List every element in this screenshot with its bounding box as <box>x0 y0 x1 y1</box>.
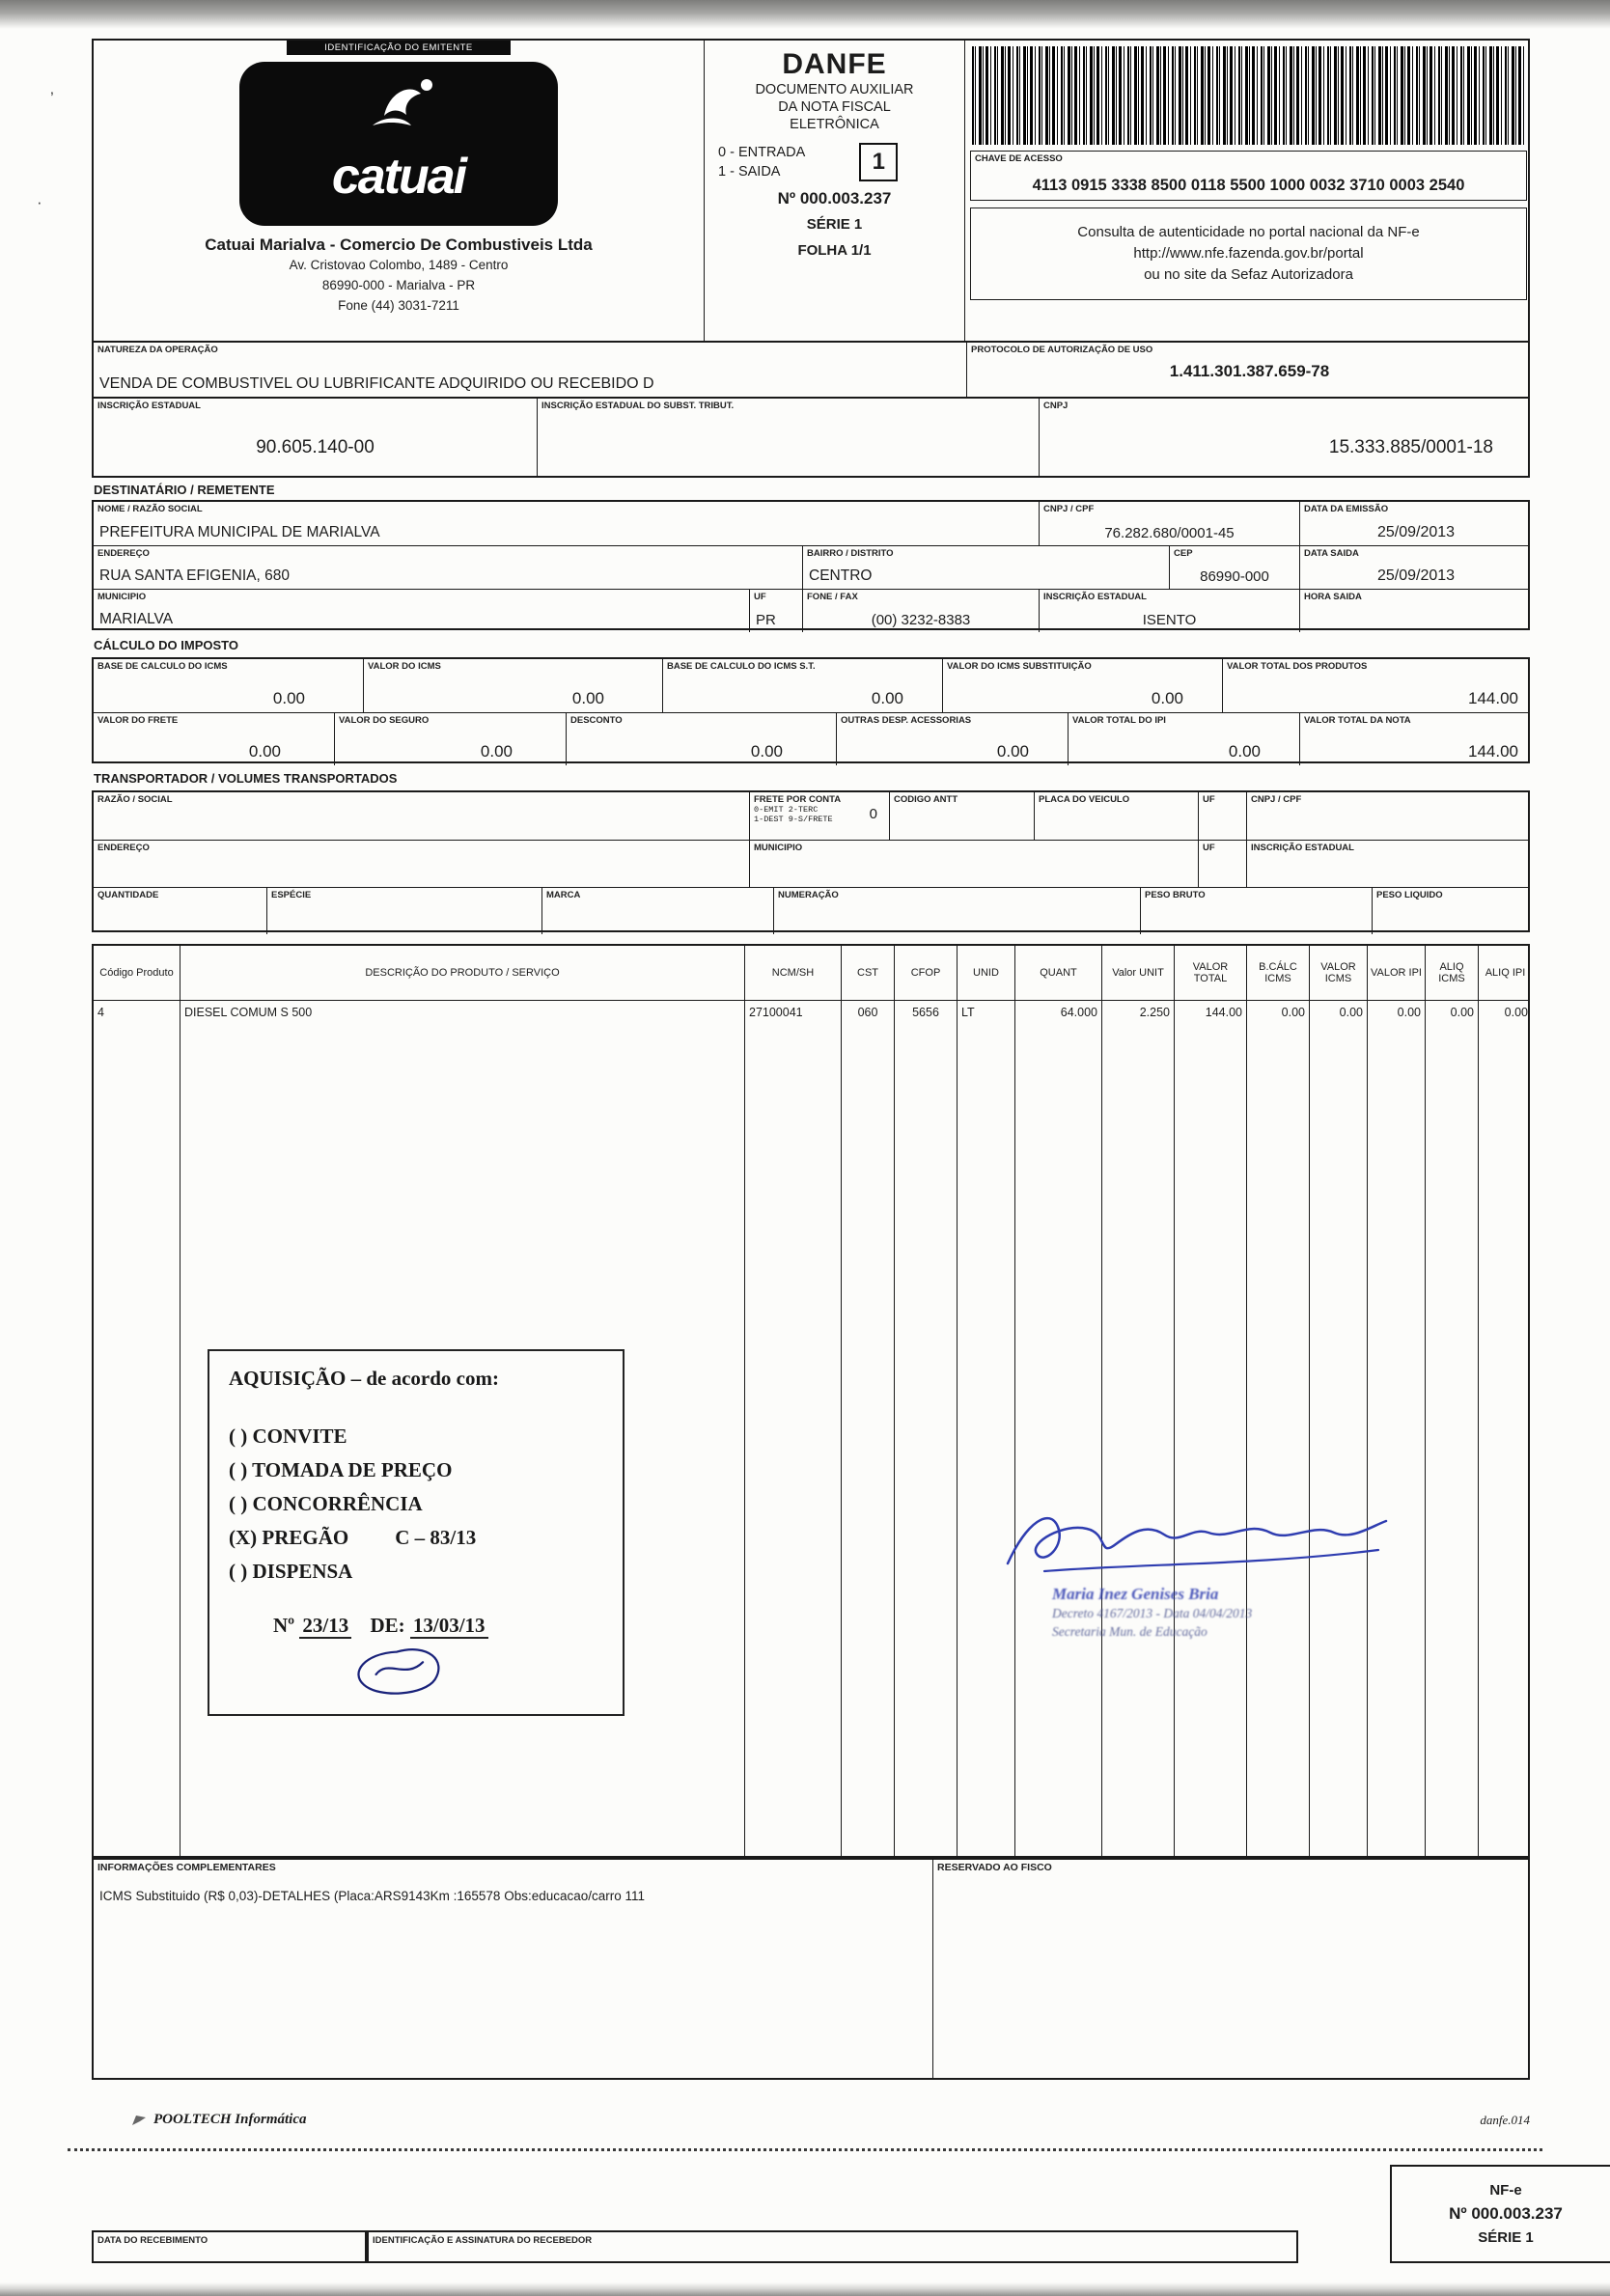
field-label: PLACA DO VEICULO <box>1039 794 1130 805</box>
product-cell: 5656 <box>895 1001 958 1858</box>
stamp-option-selected: (X) PREGÃO C – 83/13 <box>229 1526 477 1549</box>
field-label: NUMERAÇÃO <box>778 890 839 900</box>
field-value: 0.00 <box>996 742 1029 761</box>
field-value: 0 <box>869 806 877 822</box>
field-value: RUA SANTA EFIGENIA, 680 <box>99 567 290 584</box>
nf-serie: SÉRIE 1 <box>806 216 863 233</box>
chave-acesso-box <box>965 41 1532 341</box>
danfe-subtitle: DA NOTA FISCAL <box>778 99 891 115</box>
field-value: 0.00 <box>248 742 281 761</box>
nf-folha: FOLHA 1/1 <box>797 242 872 259</box>
field-label: PESO BRUTO <box>1145 890 1206 900</box>
field-value: MARIALVA <box>99 611 174 627</box>
calculo-section <box>92 657 1530 763</box>
field-value: 0.00 <box>1151 689 1183 707</box>
field-value: 0.00 <box>272 689 305 707</box>
frete-por-conta-field <box>750 792 890 840</box>
emitente-phone: Fone (44) 3031-7211 <box>338 298 459 313</box>
field-label: MUNICIPIO <box>754 843 803 853</box>
emitente-name: Catuai Marialva - Comercio De Combustiveis Ltda <box>205 235 593 254</box>
field-value: 0.00 <box>1228 742 1261 761</box>
field-value: PR <box>756 612 776 628</box>
perforation-line <box>68 2148 1542 2151</box>
danfe-subtitle: DOCUMENTO AUXILIAR <box>755 82 914 97</box>
product-cell: 0.00 <box>1247 1001 1310 1858</box>
emitente-address: Av. Cristovao Colombo, 1489 - Centro <box>289 258 509 272</box>
field-label: OUTRAS DESP. ACESSORIAS <box>841 715 972 726</box>
stamp-initials-scribble <box>335 1640 603 1712</box>
field-label: BASE DE CALCULO DO ICMS S.T. <box>667 661 816 672</box>
product-cell: 0.00 <box>1368 1001 1426 1858</box>
field-value: 15.333.885/0001-18 <box>1328 437 1493 457</box>
signature-block <box>994 1494 1429 1641</box>
field-label: UF <box>1203 843 1215 853</box>
stamp-number-line: Nº 23/13 DE: 13/03/13 <box>229 1614 603 1638</box>
danfe-box <box>705 41 965 341</box>
transportador-ie-field <box>1247 841 1532 887</box>
footer-vendor-line <box>92 2112 1530 2128</box>
destinatario-endereco-field <box>94 546 803 589</box>
destinatario-section <box>92 500 1530 630</box>
field-value: 0.00 <box>871 689 903 707</box>
valor-total-ipi-field <box>1069 713 1300 765</box>
field-label: BAIRRO / DISTRITO <box>807 548 894 559</box>
peso-bruto-field <box>1141 888 1373 934</box>
col-header: QUANT <box>1015 946 1102 1000</box>
field-label: CNPJ / CPF <box>1043 504 1095 514</box>
field-label: VALOR DO ICMS SUBSTITUIÇÃO <box>947 661 1092 672</box>
entrada-saida-block <box>718 143 964 181</box>
field-label: PROTOCOLO DE AUTORIZAÇÃO DE USO <box>971 345 1153 355</box>
field-value: VENDA DE COMBUSTIVEL OU LUBRIFICANTE ADQUIRIDO OU RECEBIDO D <box>99 375 654 392</box>
aquisicao-stamp <box>208 1349 625 1716</box>
valor-total-produtos-field <box>1223 659 1532 712</box>
tipo-nf-box: 1 <box>859 143 898 181</box>
nfe-serie: SÉRIE 1 <box>1478 2229 1534 2246</box>
field-label: INSCRIÇÃO ESTADUAL <box>97 401 201 411</box>
field-value: 86990-000 <box>1200 568 1269 585</box>
nf-number: Nº 000.003.237 <box>777 189 892 207</box>
uf-field <box>750 590 803 632</box>
fone-fax-field <box>803 590 1040 632</box>
field-value: 90.605.140-00 <box>256 437 375 457</box>
col-header: ALIQ ICMS <box>1426 946 1479 1000</box>
field-label: ESPÉCIE <box>271 890 312 900</box>
col-header: Valor UNIT <box>1102 946 1175 1000</box>
field-value: 25/09/2013 <box>1376 567 1456 584</box>
field-label: PESO LIQUIDO <box>1376 890 1443 900</box>
col-header: CFOP <box>895 946 958 1000</box>
marca-field <box>542 888 774 934</box>
danfe-title: DANFE <box>782 48 887 80</box>
transportador-endereco-field <box>94 841 750 887</box>
field-value: 0.00 <box>571 689 604 707</box>
field-label: INSCRIÇÃO ESTADUAL <box>1043 592 1147 602</box>
field-value: CENTRO <box>809 567 873 584</box>
field-label: RAZÃO / SOCIAL <box>97 794 173 805</box>
product-cell: 0.00 <box>1310 1001 1368 1858</box>
base-calc-icms-st-field <box>663 659 943 712</box>
data-saida-field <box>1300 546 1532 589</box>
assinatura-recebedor-field <box>367 2230 1298 2263</box>
field-value: 144.00 <box>1468 689 1518 707</box>
valor-frete-field <box>94 713 335 765</box>
signer-department: Secretaria Mun. de Educação <box>1052 1624 1208 1639</box>
stamp-option: ( ) CONVITE <box>229 1425 347 1448</box>
col-header: VALOR TOTAL <box>1175 946 1247 1000</box>
field-label: MUNICIPIO <box>97 592 147 602</box>
cep-field <box>1170 546 1300 589</box>
vendor-credit <box>130 2112 306 2128</box>
field-value: PREFEITURA MUNICIPAL DE MARIALVA <box>99 524 380 540</box>
product-cell: 0.00 <box>1426 1001 1479 1858</box>
product-cell: 2.250 <box>1102 1001 1175 1858</box>
product-cell: 64.000 <box>1015 1001 1102 1858</box>
field-label: ENDEREÇO <box>97 843 150 853</box>
frete-legend: 0-EMIT 2-TERC 1-DEST 9-S/FRETE <box>754 805 833 824</box>
valor-total-nota-field <box>1300 713 1532 765</box>
informacoes-complementares-field <box>94 1860 933 2078</box>
product-cell: 0.00 <box>1504 1006 1528 1019</box>
field-label: NOME / RAZÃO SOCIAL <box>97 504 203 514</box>
danfe-subtitle: ELETRÔNICA <box>790 117 879 132</box>
field-label: NATUREZA DA OPERAÇÃO <box>97 345 218 355</box>
field-value: 76.282.680/0001-45 <box>1104 525 1235 541</box>
field-label: ENDEREÇO <box>97 548 150 559</box>
col-header: VALOR IPI <box>1368 946 1426 1000</box>
inscricao-subst-field <box>538 399 1040 476</box>
field-label: UF <box>1203 794 1215 805</box>
stamp-option: ( ) DISPENSA <box>229 1560 353 1583</box>
nfe-title: NF-e <box>1489 2182 1522 2199</box>
header-section <box>92 39 1530 343</box>
desconto-field <box>567 713 837 765</box>
chave-acesso-value: 4113 0915 3338 8500 0118 5500 1000 0032 3710 0003 2540 <box>1032 177 1465 194</box>
field-label: HORA SAIDA <box>1304 592 1362 602</box>
destinatario-cnpj-field <box>1040 502 1300 545</box>
valor-icms-field <box>364 659 663 712</box>
placa-veiculo-field <box>1035 792 1199 840</box>
emitente-city: 86990-000 - Marialva - PR <box>321 278 476 292</box>
col-header: UNID <box>958 946 1015 1000</box>
col-header: ALIQ IPI <box>1485 966 1526 979</box>
catuai-logo-text: catuai <box>331 149 466 205</box>
doc-reference: danfe.014 <box>1480 2113 1530 2127</box>
peso-liquido-field <box>1373 888 1532 934</box>
stamp-option: ( ) CONCORRÊNCIA <box>229 1492 423 1515</box>
field-label: VALOR DO FRETE <box>97 715 179 726</box>
signature-text <box>1052 1585 1429 1641</box>
consulta-autenticidade <box>970 207 1527 300</box>
field-label: INSCRIÇÃO ESTADUAL DO SUBST. TRIBUT. <box>541 401 735 411</box>
field-value: 144.00 <box>1468 742 1518 761</box>
product-cell: 144.00 <box>1175 1001 1247 1858</box>
scan-edge-bottom <box>0 2282 1610 2296</box>
numeracao-field <box>774 888 1141 934</box>
field-label: CHAVE DE ACESSO <box>975 153 1063 164</box>
saida-label: 1 - SAIDA <box>718 164 781 180</box>
transportador-uf-field <box>1199 792 1247 840</box>
transportador-section-title: TRANSPORTADOR / VOLUMES TRANSPORTADOS <box>94 771 398 786</box>
field-value: 0.00 <box>750 742 783 761</box>
emitente-section-label: IDENTIFICAÇÃO DO EMITENTE <box>287 41 511 55</box>
codigo-antt-field <box>890 792 1035 840</box>
outras-despesas-field <box>837 713 1069 765</box>
product-cell: 4 <box>94 1001 180 1858</box>
barcode <box>972 46 1525 145</box>
vendor-name: POOLTECH Informática <box>153 2112 307 2127</box>
field-label: DATA DO RECEBIMENTO <box>97 2235 208 2246</box>
field-label: CNPJ / CPF <box>1251 794 1302 805</box>
scan-artifact: ’ <box>50 89 54 107</box>
transportador-cnpj-field <box>1247 792 1532 840</box>
field-label: VALOR DO SEGURO <box>339 715 430 726</box>
transportador-section <box>92 790 1530 932</box>
products-table-header <box>94 946 1528 1001</box>
municipio-field <box>94 590 750 632</box>
col-header: CST <box>842 946 895 1000</box>
field-label: VALOR TOTAL DA NOTA <box>1304 715 1411 726</box>
bairro-field <box>803 546 1170 589</box>
col-header: B.CÁLC ICMS <box>1247 946 1310 1000</box>
nfe-summary-box <box>1390 2165 1610 2263</box>
transportador-uf2-field <box>1199 841 1247 887</box>
consulta-line: Consulta de autenticidade no portal nacional da NF-e <box>1077 224 1420 240</box>
field-label: CEP <box>1174 548 1193 559</box>
destinatario-nome-field <box>94 502 1040 545</box>
col-header: VALOR ICMS <box>1310 946 1368 1000</box>
product-cell: LT <box>958 1001 1015 1858</box>
field-label: BASE DE CALCULO DO ICMS <box>97 661 228 672</box>
field-label: UF <box>754 592 766 602</box>
product-cell: DIESEL COMUM S 500 <box>180 1001 745 1858</box>
calculo-section-title: CÁLCULO DO IMPOSTO <box>94 638 238 652</box>
field-label: IDENTIFICAÇÃO E ASSINATURA DO RECEBEDOR <box>373 2235 593 2246</box>
signer-decree: Decreto 4167/2013 - Data 04/04/2013 <box>1052 1606 1253 1620</box>
field-label: FONE / FAX <box>807 592 858 602</box>
field-label: VALOR TOTAL DO IPI <box>1072 715 1166 726</box>
col-header: DESCRIÇÃO DO PRODUTO / SERVIÇO <box>180 946 745 1000</box>
inscricao-section <box>92 399 1530 478</box>
hora-saida-field <box>1300 590 1532 632</box>
data-recebimento-field <box>92 2230 367 2263</box>
scan-edge-top <box>0 0 1610 29</box>
field-value: 0.00 <box>480 742 513 761</box>
field-value: ISENTO <box>1142 612 1197 628</box>
product-cell: 060 <box>842 1001 895 1858</box>
consulta-line: ou no site da Sefaz Autorizadora <box>1144 266 1353 283</box>
destinatario-ie-field <box>1040 590 1300 632</box>
transportador-municipio-field <box>750 841 1199 887</box>
field-label: QUANTIDADE <box>97 890 159 900</box>
signature-scribble <box>994 1494 1400 1586</box>
stamp-option: ( ) TOMADA DE PREÇO <box>229 1458 453 1481</box>
valor-icms-subst-field <box>943 659 1223 712</box>
field-value: 25/09/2013 <box>1376 524 1456 540</box>
valor-seguro-field <box>335 713 567 765</box>
quantidade-field <box>94 888 267 934</box>
product-cell: 27100041 <box>745 1001 842 1858</box>
especie-field <box>267 888 542 934</box>
scan-artifact: · <box>37 193 42 211</box>
natureza-section <box>92 343 1530 399</box>
field-label: DATA SAIDA <box>1304 548 1359 559</box>
field-label: INSCRIÇÃO ESTADUAL <box>1251 843 1354 853</box>
cnpj-field <box>1040 399 1532 476</box>
field-label: CODIGO ANTT <box>894 794 958 805</box>
transportador-razao-field <box>94 792 750 840</box>
field-value: 1.411.301.387.659-78 <box>1169 362 1330 380</box>
nfe-number: Nº 000.003.237 <box>1449 2204 1563 2223</box>
field-label: VALOR TOTAL DOS PRODUTOS <box>1227 661 1368 672</box>
field-value: (00) 3232-8383 <box>871 612 971 628</box>
consulta-url: http://www.nfe.fazenda.gov.br/portal <box>1133 245 1364 262</box>
base-calc-icms-field <box>94 659 364 712</box>
data-emissao-field <box>1300 502 1532 545</box>
protocolo-field <box>967 343 1532 397</box>
stamp-title: AQUISIÇÃO – de acordo com: <box>229 1367 499 1390</box>
chave-acesso-field <box>970 151 1527 201</box>
informacoes-text: ICMS Substituido (R$ 0,03)-DETALHES (Placa:ARS9143Km :165578 Obs:educacao/carro 111 <box>99 1889 646 1903</box>
col-header: Código Produto <box>94 946 180 1000</box>
col-header: NCM/SH <box>745 946 842 1000</box>
inscricao-estadual-field <box>94 399 538 476</box>
catuai-logo <box>239 62 558 226</box>
destinatario-section-title: DESTINATÁRIO / REMETENTE <box>94 483 275 497</box>
field-label: INFORMAÇÕES COMPLEMENTARES <box>97 1862 276 1873</box>
pooltech-logo-icon <box>130 2114 148 2127</box>
field-label: DESCONTO <box>570 715 623 726</box>
dados-adicionais-section <box>92 1858 1530 2080</box>
signer-name: Maria Inez Genises Bria <box>1052 1585 1219 1603</box>
field-label: DATA DA EMISSÃO <box>1304 504 1389 514</box>
field-label: RESERVADO AO FISCO <box>937 1862 1052 1873</box>
field-label: CNPJ <box>1043 401 1069 411</box>
emitente-box <box>94 41 705 341</box>
reservado-fisco-field <box>933 1860 1532 2078</box>
natureza-operacao-field <box>94 343 967 397</box>
field-label: MARCA <box>546 890 581 900</box>
entrada-label: 0 - ENTRADA <box>718 145 806 160</box>
field-label: FRETE POR CONTA <box>754 794 842 805</box>
catuai-logo-art <box>239 62 558 226</box>
field-label: VALOR DO ICMS <box>368 661 441 672</box>
